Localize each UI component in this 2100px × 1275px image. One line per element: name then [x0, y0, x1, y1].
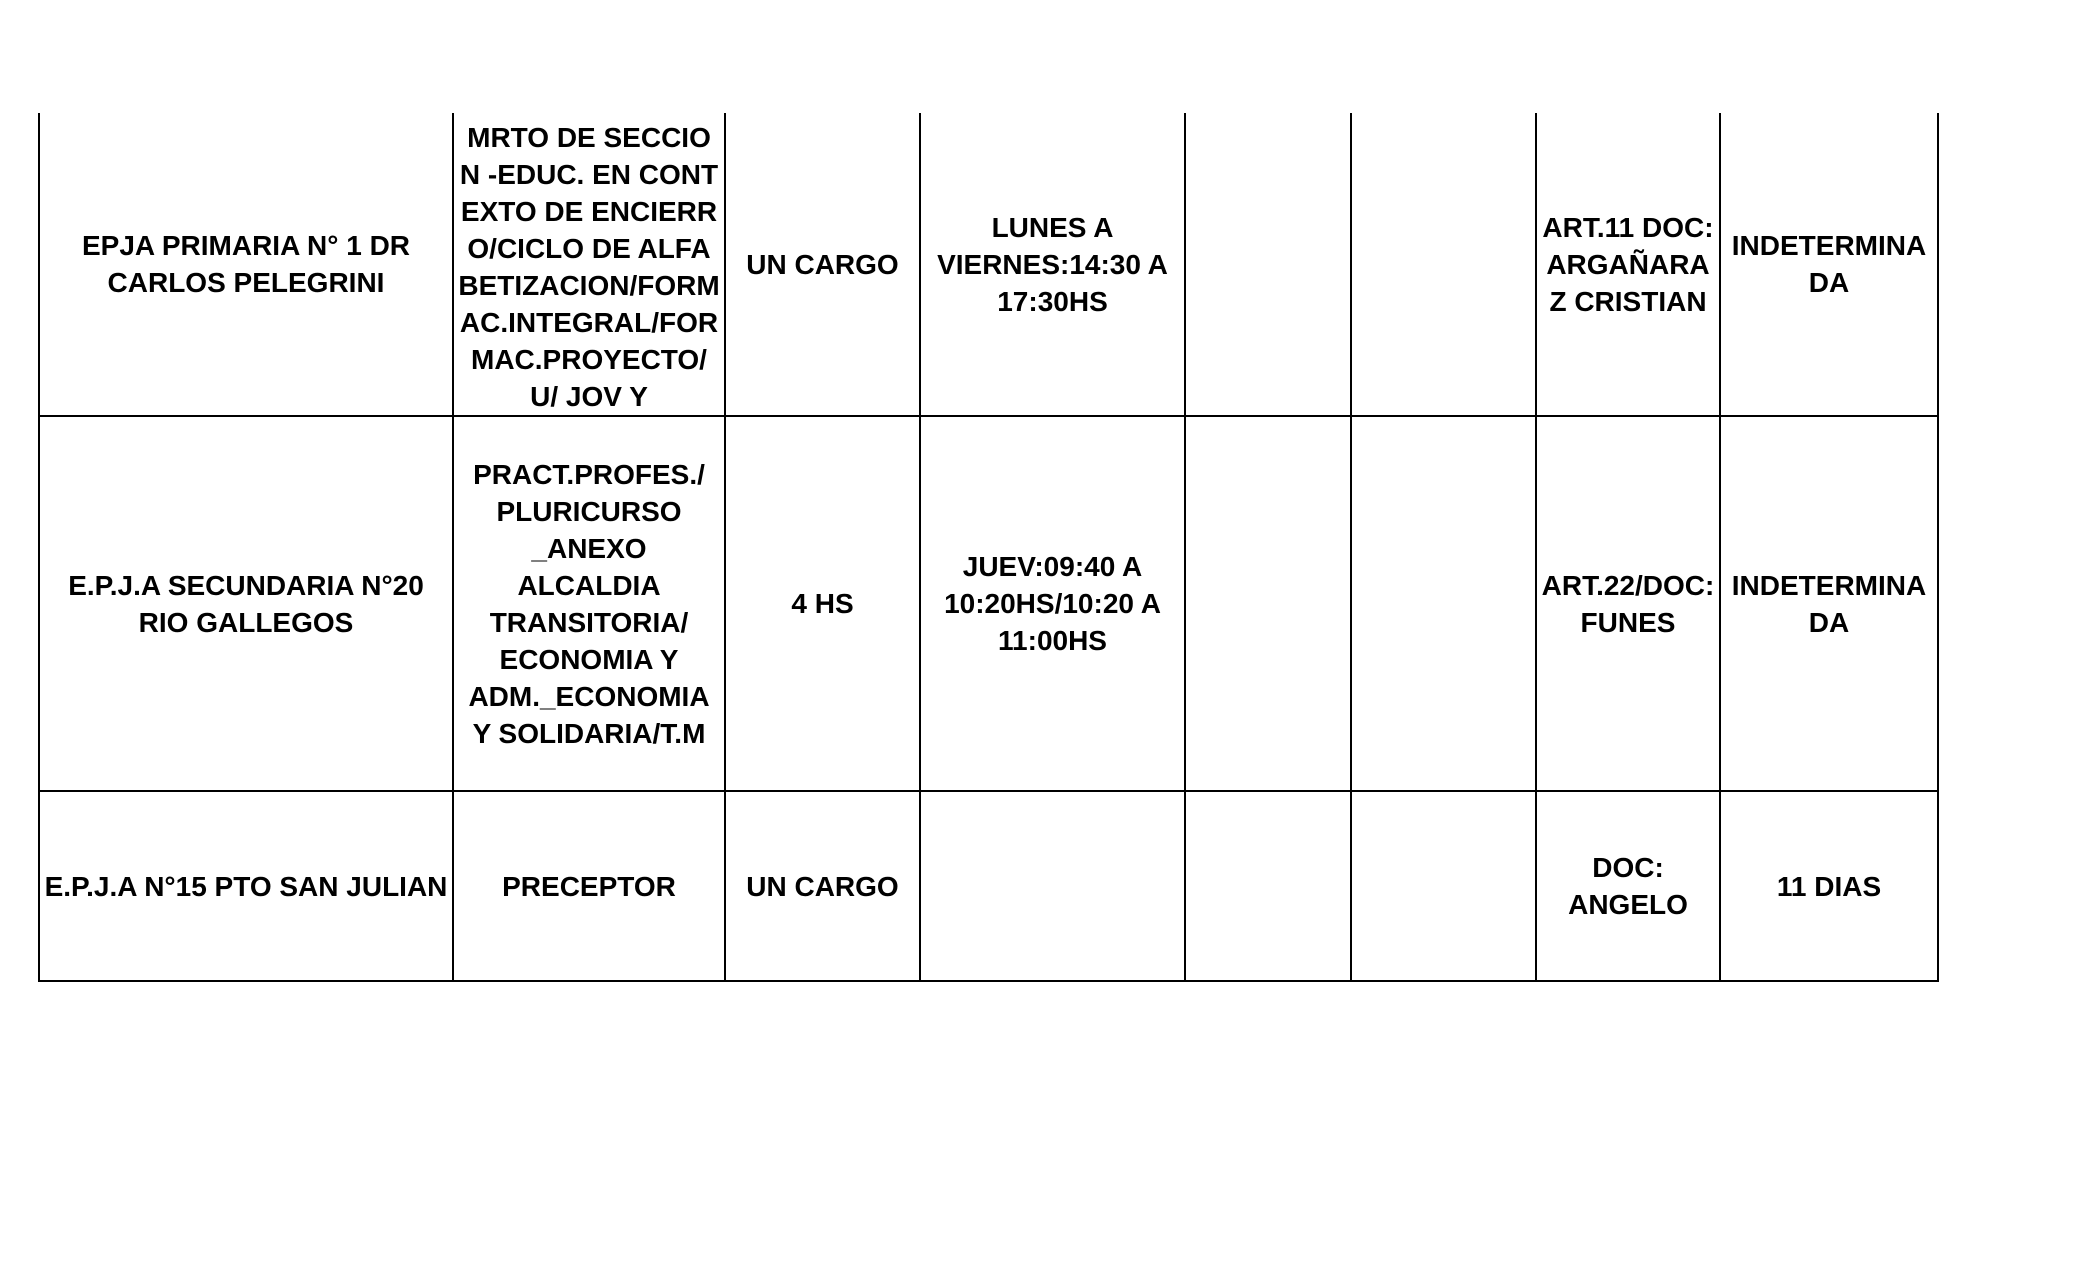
table-row: [39, 113, 1938, 416]
reason-cell: DOC: ANGELO: [1536, 791, 1720, 981]
empty-cell: [1351, 791, 1536, 981]
schedule-cell: LUNES A VIERNES:14:30 A 17:30HS: [920, 113, 1185, 416]
schedule-cell: [920, 791, 1185, 981]
empty-cell: [1351, 113, 1536, 416]
duration-cell: 11 DIAS: [1720, 791, 1938, 981]
reason-cell: ART.11 DOC:ARGAÑARAZ CRISTIAN: [1536, 113, 1720, 416]
hours-cell: UN CARGO: [725, 113, 920, 416]
position-cell: PRECEPTOR: [453, 791, 725, 981]
reason-cell: ART.22/DOC: FUNES: [1536, 416, 1720, 791]
schedule-cell: JUEV:09:40 A 10:20HS/10:20 A 11:00HS: [920, 416, 1185, 791]
vacancy-table: [38, 113, 1939, 982]
table-row: [39, 791, 1938, 981]
empty-cell: [1185, 113, 1351, 416]
hours-cell: 4 HS: [725, 416, 920, 791]
empty-cell: [1185, 791, 1351, 981]
position-cell: PRACT.PROFES./ PLURICURSO _ANEXO ALCALDIA TRANSITORIA/ ECONOMIA Y ADM._ECONOMIA Y SOLIDARIA/T.M: [453, 416, 725, 791]
table-row: [39, 416, 1938, 791]
position-cell: MRTO DE SECCION -EDUC. EN CONTEXTO DE ENCIERRO/CICLO DE ALFABETIZACION/FORMAC.INTEGRAL/FORMAC.PROYECTO/U/ JOV Y: [453, 113, 725, 416]
school-cell: EPJA PRIMARIA N° 1 DR CARLOS PELEGRINI: [39, 113, 453, 416]
school-cell: E.P.J.A SECUNDARIA N°20 RIO GALLEGOS: [39, 416, 453, 791]
empty-cell: [1185, 416, 1351, 791]
duration-cell: INDETERMINADA: [1720, 416, 1938, 791]
school-cell: E.P.J.A N°15 PTO SAN JULIAN: [39, 791, 453, 981]
duration-cell: INDETERMINADA: [1720, 113, 1938, 416]
empty-cell: [1351, 416, 1536, 791]
hours-cell: UN CARGO: [725, 791, 920, 981]
